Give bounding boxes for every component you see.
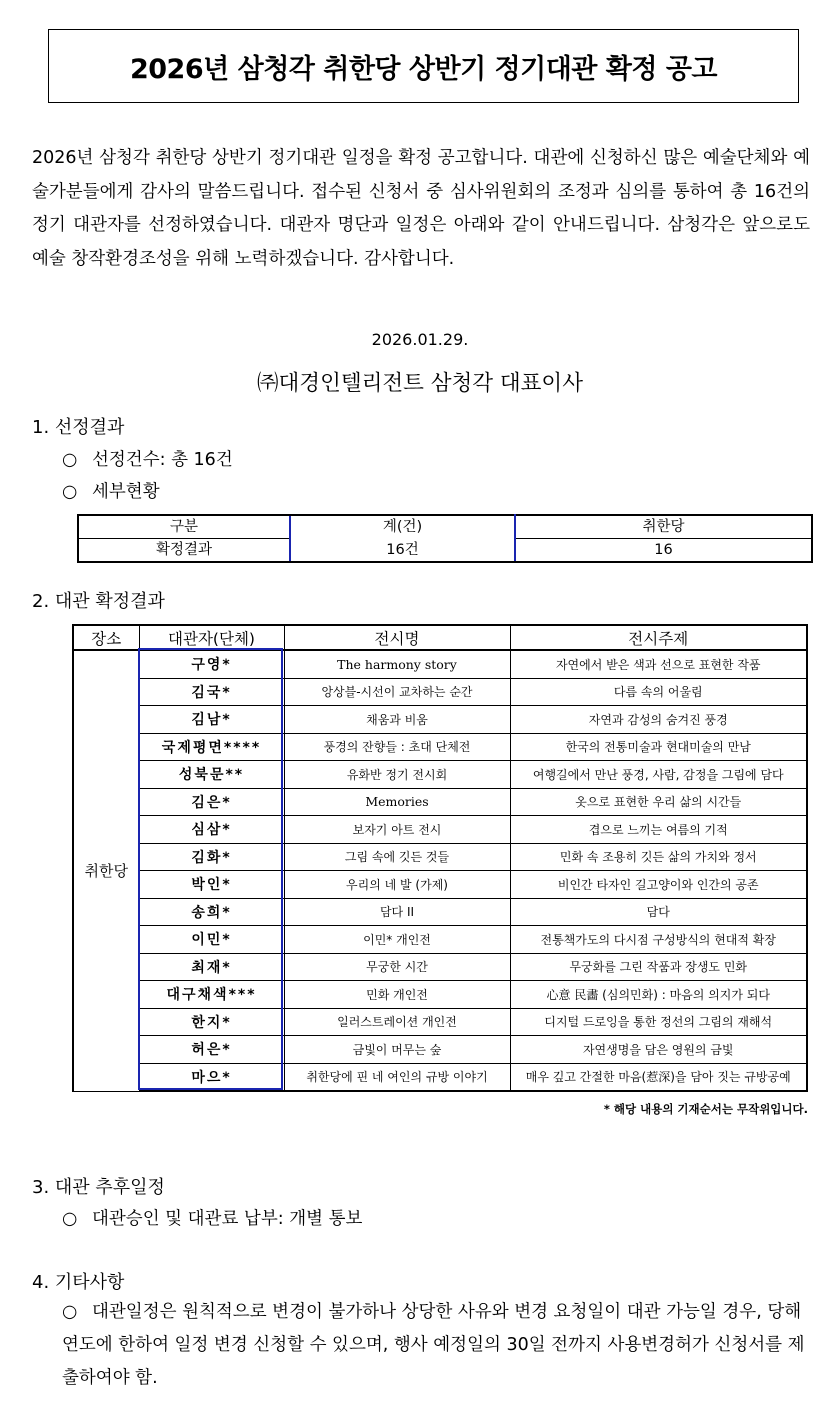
summary-header-cell: 계(건) [290, 515, 515, 539]
renter-cell: 김화* [139, 843, 284, 871]
table-row [73, 871, 807, 899]
exhibition-theme-cell: 담다 [510, 898, 807, 926]
exhibition-theme-cell: 옷으로 표현한 우리 삶의 시간들 [510, 788, 807, 816]
renter-cell: 김은* [139, 788, 284, 816]
table-row [73, 843, 807, 871]
section4-heading: 4. 기타사항 [32, 1272, 125, 1293]
exhibition-title-cell: 우리의 네 발 (가제) [284, 871, 510, 899]
exhibition-title-cell: 담다 II [284, 898, 510, 926]
table-row [73, 1008, 807, 1036]
column-header: 전시명 [284, 625, 510, 650]
table-row [73, 816, 807, 844]
exhibition-title-cell: 민화 개인전 [284, 981, 510, 1009]
place-cell: 취한당 [73, 650, 139, 1091]
bullet-circle: ○ [62, 1302, 78, 1322]
summary-cell: 확정결과 [78, 539, 290, 563]
table-row [73, 678, 807, 706]
table-row [73, 733, 807, 761]
exhibition-title-cell: 풍경의 잔향들 : 초대 단체전 [284, 733, 510, 761]
table-row [73, 898, 807, 926]
summary-header-cell: 구분 [78, 515, 290, 539]
section4-bullet: ○ 대관일정은 원칙적으로 변경이 불가하나 상당한 사유와 변경 요청일이 대관 가능일 경우, 당해 연도에 한하여 일정 변경 신청할 수 있으며, 행사 예정일의 30일 전까지 사용변경허가 신청서를 제출하여야 함. [62, 1296, 812, 1395]
renter-cell: 국제평면**** [139, 733, 284, 761]
exhibition-theme-cell: 자연생명을 담은 영원의 금빛 [510, 1036, 807, 1064]
column-header: 대관자(단체) [139, 625, 284, 650]
exhibition-theme-cell: 겹으로 느끼는 여름의 기적 [510, 816, 807, 844]
order-note: * 해당 내용의 기재순서는 무작위입니다. [603, 1102, 808, 1116]
exhibition-theme-cell: 디지털 드로잉을 통한 정선의 그림의 재해석 [510, 1008, 807, 1036]
table-row [73, 788, 807, 816]
exhibition-theme-cell: 비인간 타자인 길고양이와 인간의 공존 [510, 871, 807, 899]
renter-cell: 이민* [139, 926, 284, 954]
section3-heading: 3. 대관 추후일정 [32, 1177, 165, 1198]
renter-cell: 구영* [139, 650, 284, 678]
table-row [73, 981, 807, 1009]
column-header: 장소 [73, 625, 139, 650]
renter-cell: 박인* [139, 871, 284, 899]
exhibition-title-cell: 앙상블-시선이 교차하는 순간 [284, 678, 510, 706]
renter-cell: 최재* [139, 953, 284, 981]
renter-cell: 마으* [139, 1063, 284, 1091]
exhibition-title-cell: Memories [284, 788, 510, 816]
exhibition-title-cell: 이민* 개인전 [284, 926, 510, 954]
exhibition-theme-cell: 한국의 전통미술과 현대미술의 만남 [510, 733, 807, 761]
exhibition-title-cell: 취한당에 핀 네 여인의 규방 이야기 [284, 1063, 510, 1091]
column-header: 전시주제 [510, 625, 807, 650]
exhibition-theme-cell: 여행길에서 만난 풍경, 사람, 감정을 그림에 담다 [510, 761, 807, 789]
exhibition-title-cell: 일러스트레이션 개인전 [284, 1008, 510, 1036]
exhibition-title-cell: 그림 속에 깃든 것들 [284, 843, 510, 871]
renter-cell: 김국* [139, 678, 284, 706]
exhibition-title-cell: 금빛이 머무는 숲 [284, 1036, 510, 1064]
exhibition-title-cell: The harmony story [284, 650, 510, 678]
table-row [73, 926, 807, 954]
summary-table [77, 514, 813, 563]
notice-signer: ㈜대경인텔리전트 삼청각 대표이사 [257, 371, 583, 396]
rental-results-table [72, 624, 808, 1092]
exhibition-theme-cell: 자연과 감성의 숨겨진 풍경 [510, 706, 807, 734]
bullet-circle: ○ [62, 482, 78, 502]
renter-cell: 김남* [139, 706, 284, 734]
bullet-circle: ○ [62, 1209, 78, 1229]
exhibition-theme-cell: 자연에서 받은 색과 선으로 표현한 작품 [510, 650, 807, 678]
notice-date: 2026.01.29. [371, 330, 469, 349]
renter-cell: 심삼* [139, 816, 284, 844]
exhibition-theme-cell: 민화 속 조용히 깃든 삶의 가치와 정서 [510, 843, 807, 871]
section2-heading: 2. 대관 확정결과 [32, 591, 165, 612]
renter-cell: 성북문** [139, 761, 284, 789]
table-row [73, 1063, 807, 1091]
summary-cell: 16건 [290, 539, 515, 563]
summary-header-cell: 취한당 [515, 515, 812, 539]
table-row [73, 953, 807, 981]
exhibition-theme-cell: 心意 民畵 (심의민화) : 마음의 의지가 되다 [510, 981, 807, 1009]
table-row [73, 1036, 807, 1064]
intro-paragraph: 2026년 삼청각 취한당 상반기 정기대관 일정을 확정 공고합니다. 대관에 신청하신 많은 예술단체와 예술가분들에게 감사의 말씀드립니다. 접수된 신청서 중 심사위원회의 조정과 심의를 통하여 총 16건의 정기 대관자를 선정하였습니다. 대관자 명단과 일정은 아래와 같이 안내드립니다. 삼청각은 앞으로도 예술 창작환경조성을 위해 노력하겠습니다. 감사합니다. [32, 148, 810, 269]
renter-cell: 한지* [139, 1008, 284, 1036]
renter-cell: 허은* [139, 1036, 284, 1064]
exhibition-title-cell: 채움과 비움 [284, 706, 510, 734]
summary-header-row [78, 515, 812, 539]
table-row [73, 650, 807, 678]
exhibition-title-cell: 유화반 정기 전시회 [284, 761, 510, 789]
exhibition-title-cell: 보자기 아트 전시 [284, 816, 510, 844]
section1-bullet-count: ○ 선정건수: 총 16건 [62, 450, 233, 470]
bullet-circle: ○ [62, 450, 78, 470]
exhibition-theme-cell: 다름 속의 어울림 [510, 678, 807, 706]
section1-heading: 1. 선정결과 [32, 417, 125, 438]
renter-cell: 대구채색*** [139, 981, 284, 1009]
renter-cell: 송희* [139, 898, 284, 926]
summary-cell: 16 [515, 539, 812, 563]
exhibition-theme-cell: 무궁화를 그린 작품과 장생도 민화 [510, 953, 807, 981]
page-title: 2026년 삼청각 취한당 상반기 정기대관 확정 공고 [48, 29, 799, 103]
section3-bullet: ○ 대관승인 및 대관료 납부: 개별 통보 [62, 1209, 363, 1229]
table-header-row [73, 625, 807, 650]
section1-bullet-detail: ○ 세부현황 [62, 482, 160, 502]
table-row [73, 706, 807, 734]
exhibition-theme-cell: 전통책가도의 다시점 구성방식의 현대적 확장 [510, 926, 807, 954]
table-row [73, 761, 807, 789]
exhibition-theme-cell: 매우 깊고 간절한 마음(惹深)을 담아 짓는 규방공예 [510, 1063, 807, 1091]
exhibition-title-cell: 무궁한 시간 [284, 953, 510, 981]
summary-data-row [78, 539, 812, 563]
